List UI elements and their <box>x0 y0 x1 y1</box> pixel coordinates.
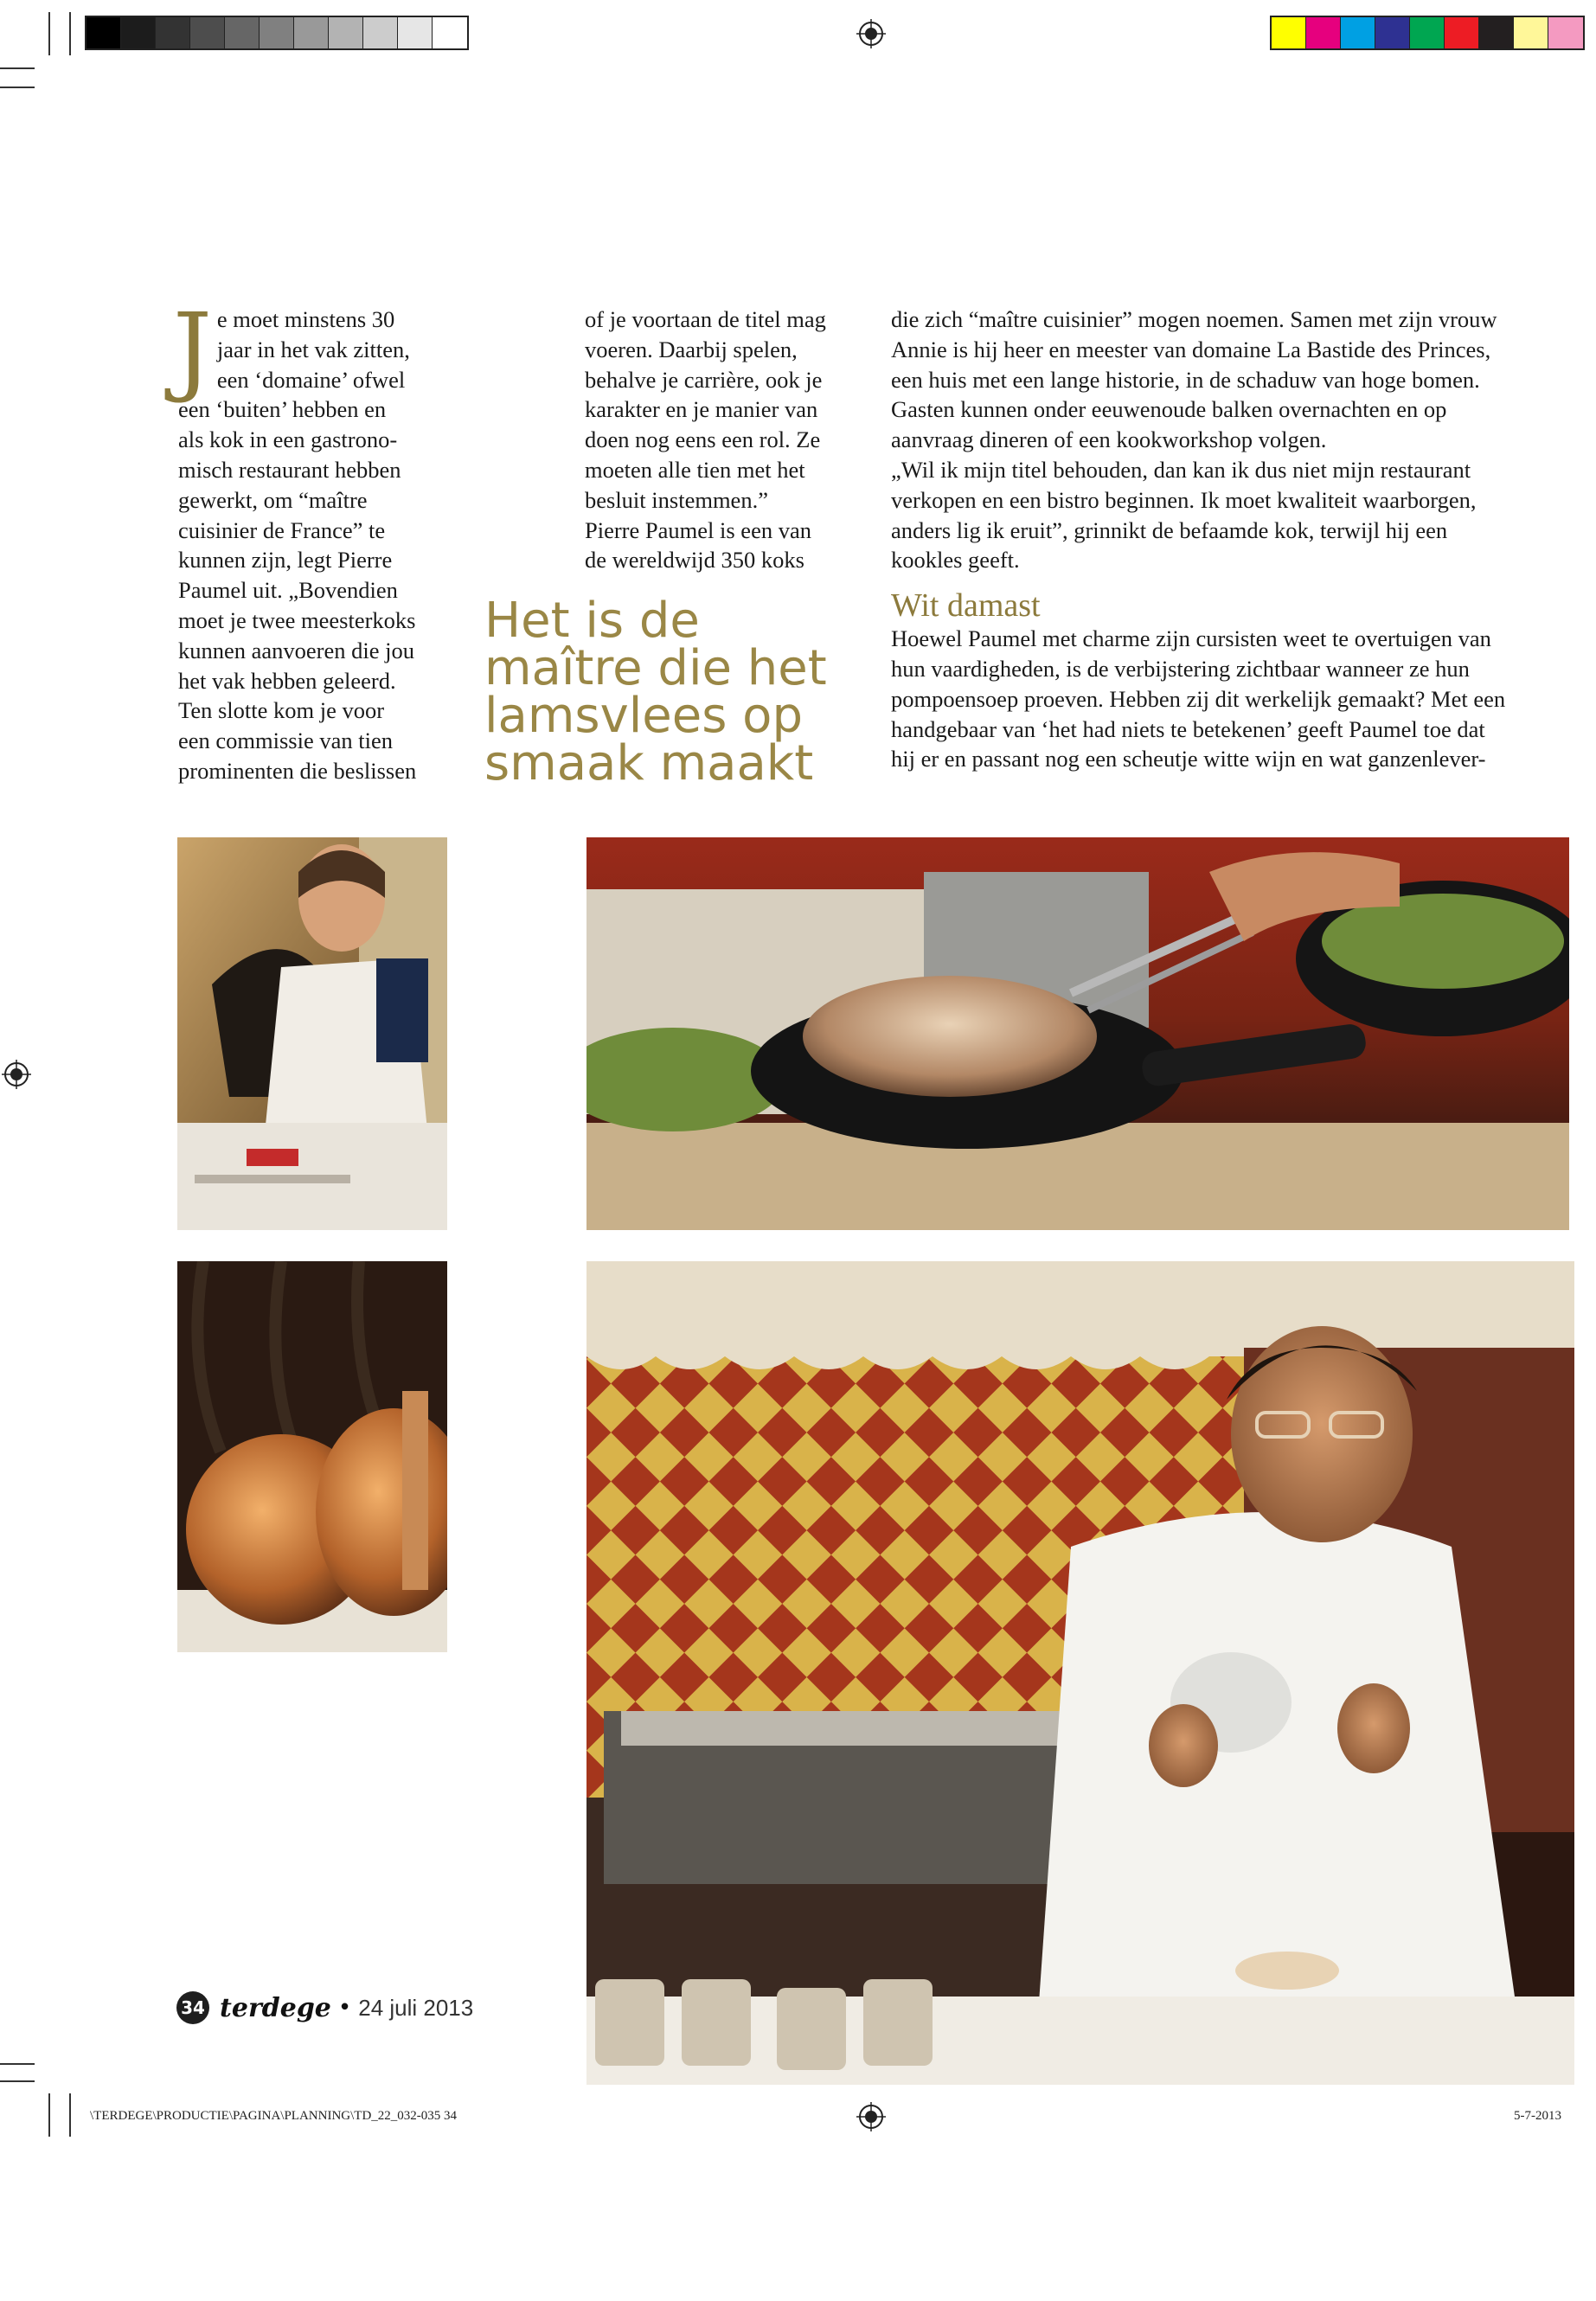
production-slug-path: \TERDEGE\PRODUCTIE\PAGINA\PLANNING\TD_22_032-035 34 <box>90 2109 458 2123</box>
process-color-bar <box>1270 16 1585 50</box>
page-footer <box>176 1991 473 2024</box>
column-3-continued-text: Hoewel Paumel met charme zijn cursisten weet te overtuigen van hun vaardigheden, is de verbijstering zichtbaar wanneer ze hun pompoensoep proeven. Hebben zij dit werkelijk gemaakt? Met een handgebaar van ‘het had niets te betekenen’ geeft Paumel toe dat hij er en passant nog een scheutje witte wijn en wat ganzenlever- <box>891 625 1506 772</box>
section-subheading: Wit damast <box>891 587 1041 625</box>
column-1-text: e moet minstens 30 jaar in het vak zitten, een ‘domaine’ ofwel een ‘buiten’ hebben en als kok in een gastrono- misch restaurant hebben gewerkt, om “maître cuisinier de France” te kunnen zijn, legt Pierre Paumel uit. „Bovendien moet je twee meesterkoks kunnen aanvoeren die jou het vak hebben geleerd. Ten slotte kom je voor een commissie van tien prominenten die beslissen <box>178 306 417 784</box>
crop-mark <box>48 12 50 55</box>
article-column-1 <box>173 293 464 786</box>
color-swatch <box>87 17 121 48</box>
crop-mark <box>48 2093 50 2137</box>
color-swatch <box>1341 17 1375 48</box>
registration-mark-icon <box>2 1060 31 1089</box>
registration-mark-icon <box>856 2102 886 2131</box>
color-swatch <box>1306 17 1341 48</box>
color-swatch <box>1479 17 1514 48</box>
photo-chef-portrait <box>586 1261 1574 2085</box>
article-column-2 <box>585 304 879 575</box>
color-swatch <box>225 17 260 48</box>
color-swatch <box>156 17 190 48</box>
color-swatch <box>1272 17 1306 48</box>
crop-mark <box>0 2080 35 2082</box>
registration-mark-icon <box>856 19 886 48</box>
production-slug-date: 5-7-2013 <box>1514 2109 1561 2123</box>
color-swatch <box>1375 17 1410 48</box>
color-swatch <box>121 17 156 48</box>
color-swatch <box>433 17 467 48</box>
column-2-text: of je voortaan de titel mag voeren. Daarbij spelen, behalve je carrière, ook je karakter en je manier van doen nog eens een rol. Ze moeten alle tien met het besluit instemmen.” Pierre Paumel is een van de wereldwijd 350 koks <box>585 306 826 574</box>
footer-bullet: • <box>337 1995 352 2021</box>
photo-cooking-student <box>177 837 447 1230</box>
crop-mark <box>0 67 35 69</box>
color-swatch <box>1548 17 1583 48</box>
issue-date: 24 juli 2013 <box>358 1994 474 2021</box>
photo-meat-in-pan <box>586 837 1569 1230</box>
crop-mark <box>69 12 71 55</box>
gray-color-bar <box>85 16 469 50</box>
crop-mark <box>0 87 35 88</box>
color-swatch <box>190 17 225 48</box>
drop-cap: J <box>173 293 212 406</box>
crop-mark <box>0 2063 35 2065</box>
color-swatch <box>398 17 433 48</box>
color-swatch <box>294 17 329 48</box>
color-swatch <box>363 17 398 48</box>
column-3-text: die zich “maître cuisinier” mogen noemen. Samen met zijn vrouw Annie is hij heer en meester van domaine La Bastide des Princes, een huis met een lange historie, in de schaduw van hoge bomen. Gasten kunnen onder eeuwenoude balken overnachten en op aanvraag dineren of een kookworkshop volgen. „Wil ik mijn titel behouden, dan kan ik dus niet mijn restaurant verkopen en een bistro beginnen. Ik moet kwaliteit waarborgen, anders lig ik eruit”, grinnikt de befaamde kok, terwijl hij een kookles geeft. <box>891 306 1497 574</box>
color-swatch <box>1445 17 1479 48</box>
page-number-badge: 34 <box>176 1991 209 2024</box>
crop-mark <box>69 2093 71 2137</box>
color-swatch <box>1410 17 1445 48</box>
article-column-3 <box>891 304 1583 774</box>
pull-quote: Het is de maître die het lamsvlees op smaak maakt <box>484 593 827 792</box>
color-swatch <box>260 17 294 48</box>
photo-copper-pans <box>177 1261 447 1652</box>
color-swatch <box>1514 17 1548 48</box>
magazine-brand: terdege <box>220 1992 331 2023</box>
color-swatch <box>329 17 363 48</box>
